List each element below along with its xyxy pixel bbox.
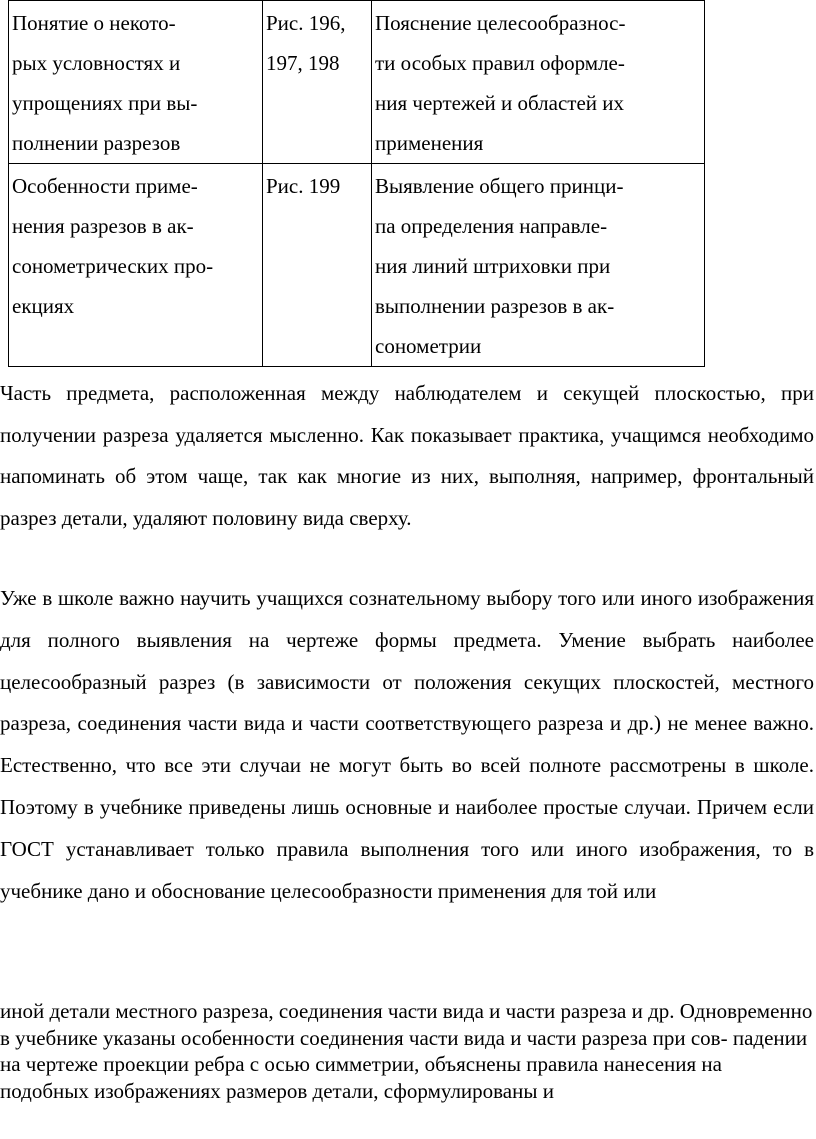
goal-cell: Выявление общего принци- па определения направле- ния линий штриховки при выполнении разрезов в ак- сонометрии [372, 164, 705, 367]
table-row [9, 164, 705, 367]
goal-cell: Пояснение целесообразнос- ти особых правил оформле- ния чертежей и областей их применения [372, 1, 705, 164]
topic-cell: Понятие о некото- рых условностях и упрощениях при вы- полнении разрезов [9, 1, 263, 164]
table-row [9, 1, 705, 164]
figures-cell: Рис. 196, 197, 198 [263, 1, 372, 164]
body-paragraph: иной детали местного разреза, соединения части вида и части разреза и др. Одновременно в учебнике указаны особенности соединения части вида и части разреза при сов- падении на чертеже проекции ребра с осью симметрии, объяснены правила нанесения на подобных изображениях размеров детали, сформулированы и [0, 999, 813, 1103]
body-paragraph: Часть предмета, расположенная между наблюдателем и секущей плоскостью, при получении разреза удаляется мысленно. Как показывает практика, учащимся необходимо напоминать об этом чаще, так как многие из них, выполняя, например, фронтальный разрез детали, удаляют половину вида сверху. [0, 381, 814, 530]
topic-cell: Особенности приме- нения разрезов в ак- сонометрических про- екциях [9, 164, 263, 367]
body-paragraph: Уже в школе важно научить учащихся сознательному выбору того или иного изображения для полного выявления на чертеже формы предмета. Умение выбрать наиболее целесообразный разрез (в зависимости от положения секущих плоскостей, местного разреза, соединения части вида и части соответствующего разреза и др.) не менее важно. Естественно, что все эти случаи не могут быть во всей полноте рассмотрены в школе. Поэтому в учебнике приведены лишь основные и наиболее простые случаи. Причем если ГОСТ устанавливает только правила выполнения того или иного изображения, то в учебнике дано и обоснование целесообразности применения для той или [0, 586, 814, 903]
figures-cell: Рис. 199 [263, 164, 372, 367]
lesson-topics-table [8, 0, 705, 367]
